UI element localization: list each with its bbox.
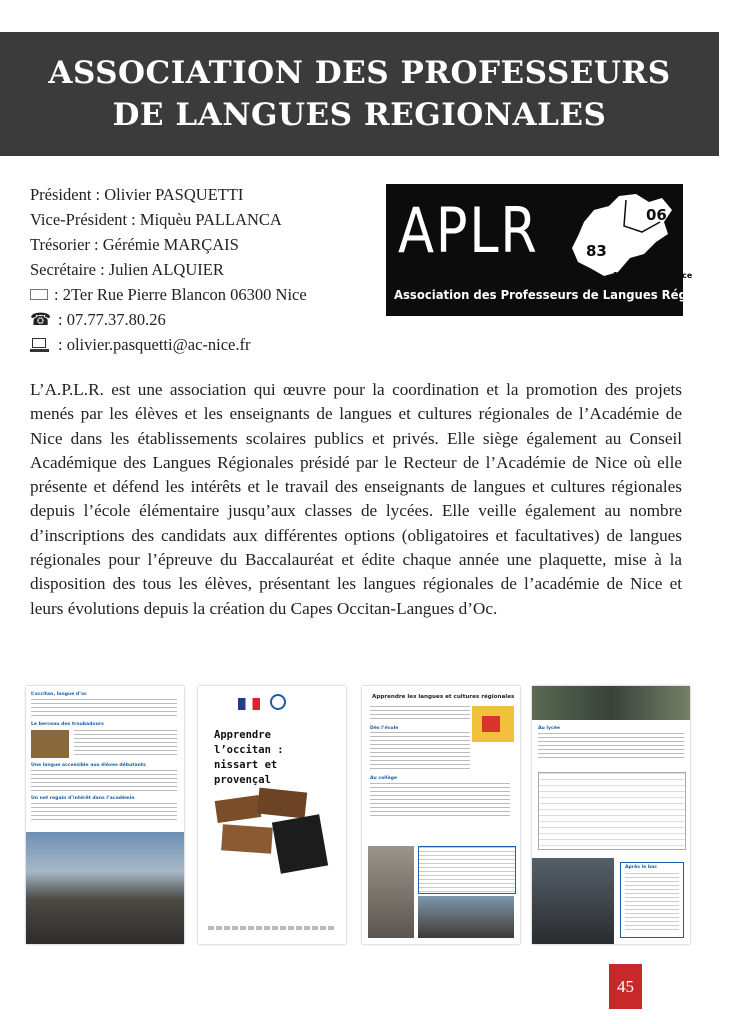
thumb1-heading-4: Un net regain d’intérêt dans l’académie xyxy=(31,796,135,801)
options-table xyxy=(538,772,686,850)
map-graphic xyxy=(564,192,693,284)
republic-logo xyxy=(238,698,260,710)
vice-president: Vice-Président : Miquèu PALLANCA xyxy=(30,210,282,229)
logo-subtitle: Association des Professeurs de Langues Régionales xyxy=(394,287,734,302)
association-description: L’A.P.L.R. est une association qui œuvre pour la coordination et la promotion des projets menés par les élèves et les enseignants de langues et cultures régionales de l’Académie de Nice dans les établissements scolaires publics et privés. Elle siège également au Conseil Académique des Langues Régionales présidé par le Recteur de l’Académie de Nice où elle présente et défend les intérêts et le travail des enseignants de langues et cultures régionales depuis l’école élémentaire jusqu’aux classes de lycées. Elle veille également au nombre d’inscriptions des candidats aux différentes options (obligatoires et facultatives) de langues régionales pour l’épreuve du Baccalauréat et édite chaque année une plaquette, mise à la disposition des tous les élèves, présentant les langues régionales de l’académie de Nice et leurs évolutions depuis la création du Capes Occitan-Langues d’Oc. xyxy=(30,380,682,618)
aplr-logo xyxy=(386,184,734,316)
statue-photo xyxy=(368,846,414,938)
logo-academy: Académie de Nice xyxy=(612,271,693,280)
students-photo xyxy=(532,858,614,944)
classroom-photo xyxy=(418,896,514,938)
treasurer: Trésorier : Gérémie MARÇAIS xyxy=(30,235,239,254)
thumb1-group-photo xyxy=(26,832,184,944)
dept-06: 06 xyxy=(646,206,667,224)
email[interactable]: : olivier.pasquetti@ac-nice.fr xyxy=(58,335,251,354)
thumb4-heading-2: Après le bac xyxy=(625,865,657,870)
title-line-1: ASSOCIATION DES PROFESSEURS xyxy=(48,55,671,91)
thumb1-heading-2: Le berceau des troubadours xyxy=(31,722,104,727)
street-sign-1 xyxy=(215,795,262,823)
thumb3-heading-3: Au collège xyxy=(370,776,397,781)
email-row xyxy=(30,332,375,357)
phone-row xyxy=(30,307,375,332)
thumb2-title-1: Apprendre l’occitan : xyxy=(214,729,284,756)
thumb3-callout xyxy=(418,846,516,894)
phone: : 07.77.37.80.26 xyxy=(58,310,166,329)
brochure-page-2 xyxy=(198,686,346,944)
address-row xyxy=(30,282,375,307)
education-logo xyxy=(270,694,286,710)
telephone-icon: ☎ xyxy=(30,309,52,329)
address: : 2Ter Rue Pierre Blancon 06300 Nice xyxy=(54,285,307,304)
thumb3-heading-2: Dès l’école xyxy=(370,726,399,731)
title-banner xyxy=(0,32,719,156)
thumb3-title: Apprendre les langues et cultures régionales xyxy=(372,694,515,700)
thumb4-callout xyxy=(620,862,684,938)
thumb4-heading-1: Au lycée xyxy=(538,726,560,731)
title-line-2: DE LANGUES REGIONALES xyxy=(112,97,607,133)
brochure-page-4 xyxy=(532,686,690,944)
street-sign-3 xyxy=(221,824,273,853)
laptop-icon xyxy=(30,337,52,353)
page-number: 45 xyxy=(609,964,642,1009)
dept-83: 83 xyxy=(586,242,607,260)
thumb1-title: L’occitan, langue d’oc xyxy=(31,692,87,697)
thumb1-manuscript-image xyxy=(31,730,69,758)
thumb4-header-photos xyxy=(532,686,690,720)
thumb2-title-2: nissart et provençal xyxy=(214,759,278,786)
logo-acronym: APLR xyxy=(398,194,539,267)
contact-block xyxy=(30,182,375,357)
thumb1-text xyxy=(31,699,177,717)
brochure-thumbnails xyxy=(0,686,719,946)
brochure-page-1 xyxy=(26,686,184,944)
region-map xyxy=(472,706,514,742)
thumb1-heading-3: Une langue accessible aux élèves débutants xyxy=(31,763,146,768)
president: Président : Olivier PASQUETTI xyxy=(30,185,244,204)
graffiti-sign xyxy=(272,814,328,874)
street-sign-2 xyxy=(257,788,307,819)
secretary: Secrétaire : Julien ALQUIER xyxy=(30,260,224,279)
envelope-icon xyxy=(30,289,48,300)
brochure-page-3 xyxy=(362,686,520,944)
